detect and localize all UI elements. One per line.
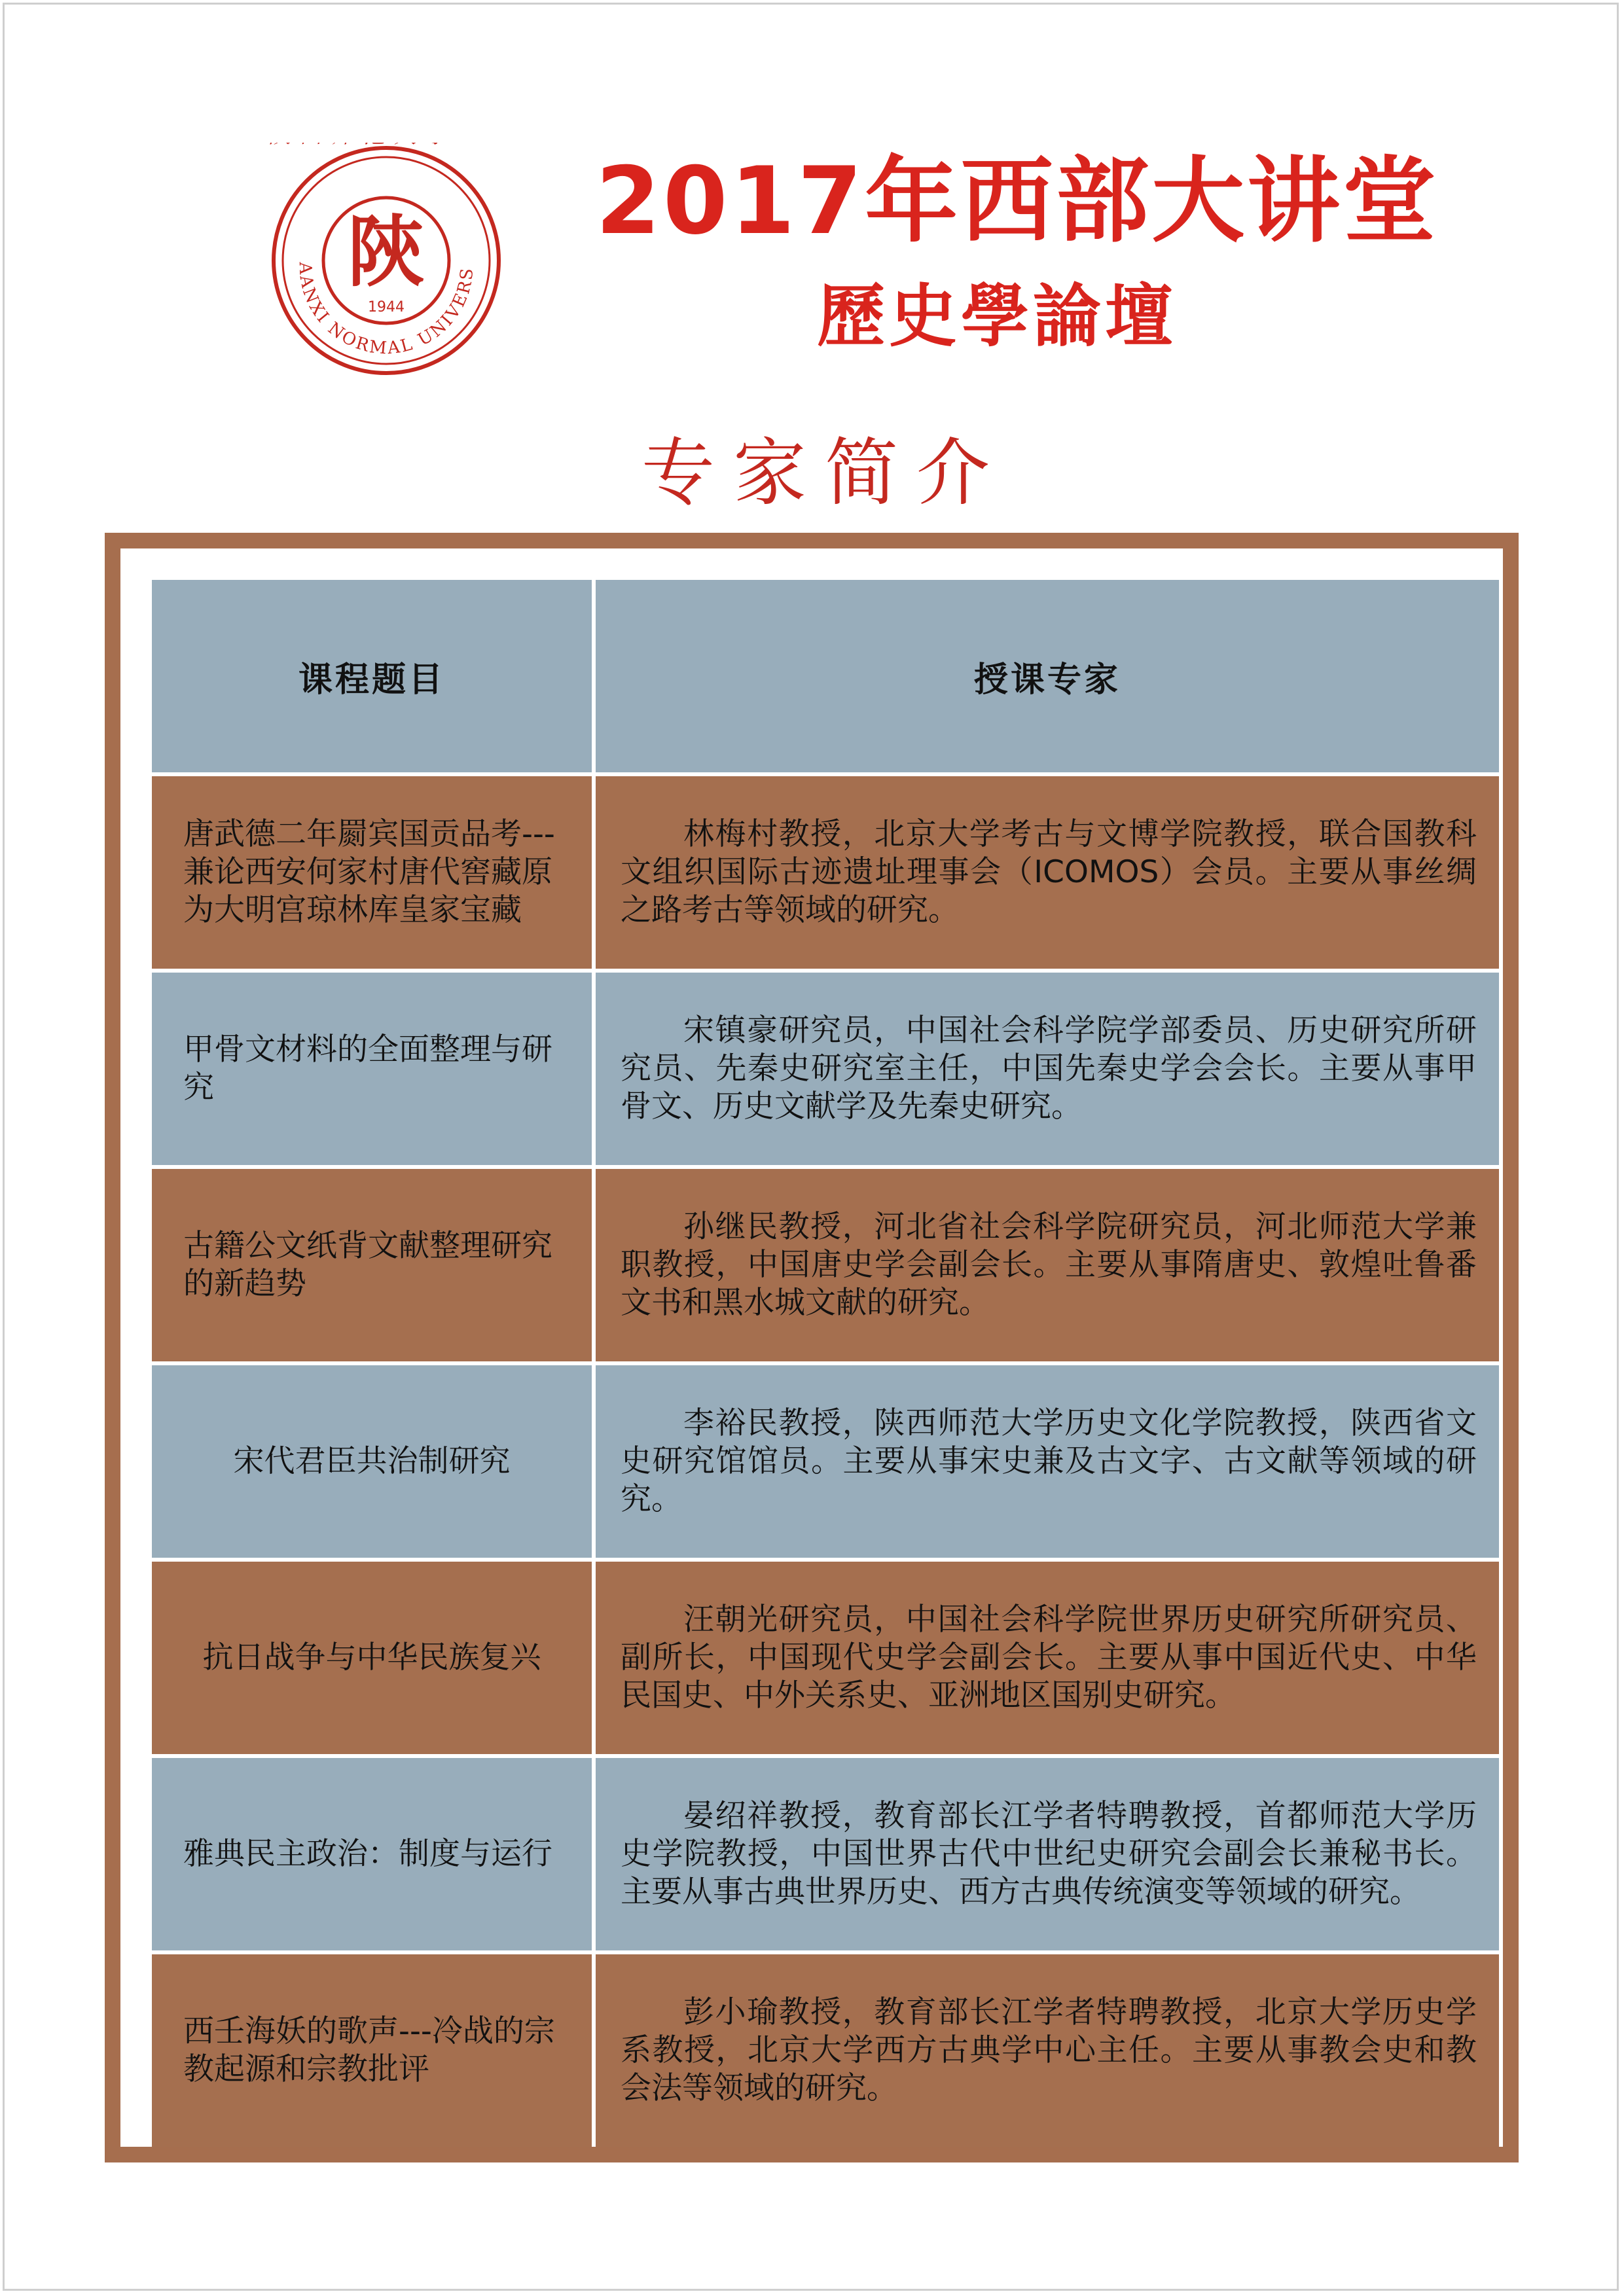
course-title-cell: 宋代君臣共治制研究 (152, 1365, 592, 1558)
seal-bottom-text: AANXI NORMAL UNIVERS (295, 261, 478, 359)
table-row (152, 776, 1499, 969)
course-title-cell: 古籍公文纸背文献整理研究的新趋势 (152, 1169, 592, 1361)
expert-bio-cell: 晏绍祥教授，教育部长江学者特聘教授，首都师范大学历史学院教授，中国世界古代中世纪史研究会副会长兼秘书长。主要从事古典世界历史、西方古典传统演变等领域的研究。 (596, 1758, 1499, 1950)
seal-center-glyph: 陝 (347, 206, 425, 297)
expert-bio-cell: 汪朝光研究员，中国社会科学院世界历史研究所研究员、副所长，中国现代史学会副会长。主要从事中国近代史、中华民国史、中外关系史、亚洲地区国别史研究。 (596, 1562, 1499, 1754)
table-row (152, 1562, 1499, 1754)
table-row (152, 1758, 1499, 1950)
course-title-cell: 甲骨文材料的全面整理与研究 (152, 973, 592, 1165)
table-row (152, 1365, 1499, 1558)
table-row (152, 1169, 1499, 1361)
header-course-title: 课程题目 (152, 580, 592, 772)
page-subtitle: 歷史學論壇 (817, 276, 1178, 356)
section-heading: 专家简介 (641, 431, 1008, 516)
expert-bio-cell: 宋镇豪研究员，中国社会科学院学部委员、历史研究所研究员、先秦史研究室主任，中国先秦史学会会长。主要从事甲骨文、历史文献学及先秦史研究。 (596, 973, 1499, 1165)
course-title-cell: 唐武德二年罽宾国贡品考---兼论西安何家村唐代窖藏原为大明宫琼林库皇家宝藏 (152, 776, 592, 969)
page-title: 2017年西部大讲堂 (596, 147, 1439, 255)
table-header-row (152, 580, 1499, 772)
expert-table (148, 576, 1503, 2151)
expert-bio-cell: 李裕民教授，陕西师范大学历史文化学院教授，陕西省文史研究馆馆员。主要从事宋史兼及古文字、古文献等领域的研究。 (596, 1365, 1499, 1558)
seal-year: 1944 (368, 299, 405, 315)
table-row (152, 973, 1499, 1165)
course-title-cell: 抗日战争与中华民族复兴 (152, 1562, 592, 1754)
header-expert: 授课专家 (596, 580, 1499, 772)
university-seal-logo (268, 143, 504, 378)
course-title-cell: 雅典民主政治：制度与运行 (152, 1758, 592, 1950)
seal-top-text (268, 143, 457, 149)
table-row (152, 1954, 1499, 2147)
expert-bio-cell: 孙继民教授，河北省社会科学院研究员，河北师范大学兼职教授，中国唐史学会副会长。主要从事隋唐史、敦煌吐鲁番文书和黑水城文献的研究。 (596, 1169, 1499, 1361)
seal-emblem-icon (268, 143, 504, 378)
expert-bio-cell: 彭小瑜教授，教育部长江学者特聘教授，北京大学历史学系教授，北京大学西方古典学中心主任。主要从事教会史和教会法等领域的研究。 (596, 1954, 1499, 2147)
table-frame (105, 533, 1519, 2162)
table-frame-inner (120, 548, 1503, 2147)
course-title-cell: 西壬海妖的歌声---冷战的宗教起源和宗教批评 (152, 1954, 592, 2147)
expert-bio-cell: 林梅村教授，北京大学考古与文博学院教授，联合国教科文组织国际古迹遗址理事会（ICOMOS）会员。主要从事丝绸之路考古等领域的研究。 (596, 776, 1499, 969)
